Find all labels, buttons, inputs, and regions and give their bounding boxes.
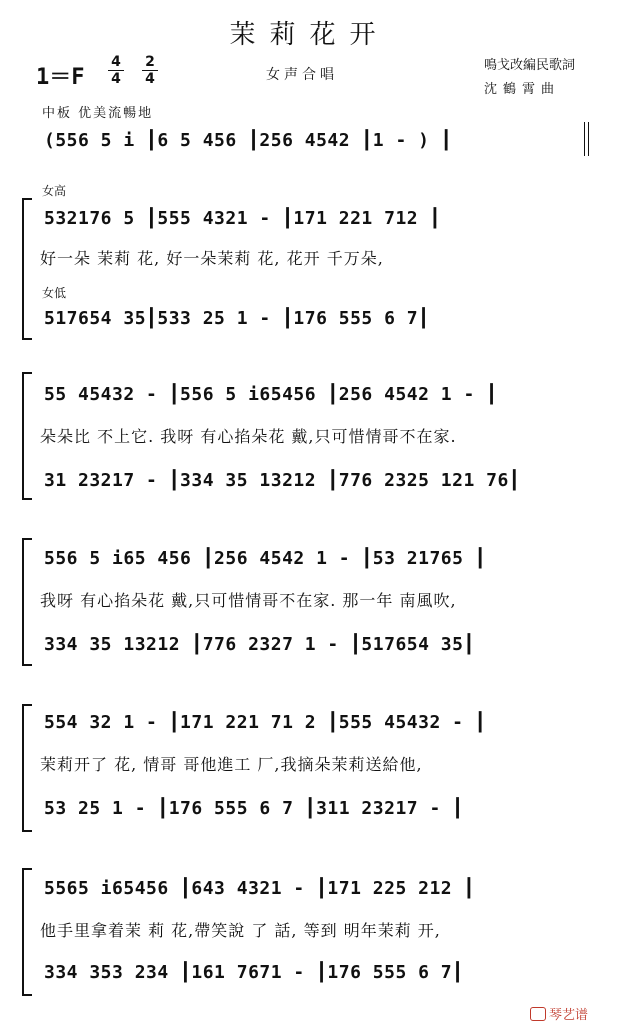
time-signature-2 xyxy=(140,54,160,87)
ts2-numerator: 2 xyxy=(145,54,155,70)
logo-icon xyxy=(530,1007,546,1021)
genre-label: 女声合唱 xyxy=(266,67,338,83)
key-signature: 1＝F xyxy=(36,65,85,90)
soprano-notes: 55 45432 - ┃556 5 i65456 ┃256 4542 1 - ┃ xyxy=(44,384,498,405)
lyricist-credit: 鳴戈改編民歌詞 xyxy=(484,58,576,73)
end-bar xyxy=(584,122,589,156)
ts1-numerator: 4 xyxy=(111,54,121,70)
lyric-line: 好一朵 茉莉 花, 好一朵茉莉 花, 花开 千万朵, xyxy=(40,249,384,268)
lyric-line: 朵朵比 不上它. 我呀 有心掐朵花 戴,只可惜情哥不在家. xyxy=(40,427,457,446)
page-title: 茉莉花开 xyxy=(229,20,390,50)
soprano-notes: 556 5 i65 456 ┃256 4542 1 - ┃53 21765 ┃ xyxy=(44,548,487,569)
ts1-denominator: 4 xyxy=(111,71,121,87)
lyric-line: 我呀 有心掐朵花 戴,只可惜情哥不在家. 那一年 南風吹, xyxy=(40,591,457,610)
system-bracket xyxy=(22,538,32,666)
time-signature-1 xyxy=(106,54,126,87)
alto-notes: 517654 35┃533 25 1 - ┃176 555 6 7┃ xyxy=(44,308,430,329)
soprano-notes: 554 32 1 - ┃171 221 71 2 ┃555 45432 - ┃ xyxy=(44,712,487,733)
soprano-notes: 532176 5 ┃555 4321 - ┃171 221 712 ┃ xyxy=(44,208,441,229)
system-bracket xyxy=(22,372,32,500)
watermark-text: 琴艺谱 xyxy=(549,1008,589,1023)
lyric-line: 他手里拿着茉 莉 花,帶笑說 了 話, 等到 明年茉莉 开, xyxy=(40,921,441,940)
system-bracket xyxy=(22,704,32,832)
system-bracket xyxy=(22,868,32,996)
system-bracket xyxy=(22,198,32,340)
composer-credit: 沈鶴霄曲 xyxy=(484,82,561,97)
alto-notes: 53 25 1 - ┃176 555 6 7 ┃311 23217 - ┃ xyxy=(44,798,464,819)
watermark xyxy=(530,1004,588,1023)
soprano-notes: 5565 i65456 ┃643 4321 - ┃171 225 212 ┃ xyxy=(44,878,475,899)
alto-notes: 334 35 13212 ┃776 2327 1 - ┃517654 35┃ xyxy=(44,634,475,655)
ts2-denominator: 4 xyxy=(145,71,155,87)
alto-notes: 31 23217 - ┃334 35 13212 ┃776 2325 121 76┃ xyxy=(44,470,521,491)
alto-notes: 334 353 234 ┃161 7671 - ┃176 555 6 7┃ xyxy=(44,962,464,983)
tempo-marking: 中板 优美流暢地 xyxy=(42,106,154,121)
part-label-alto: 女低 xyxy=(42,286,67,300)
part-label-soprano: 女高 xyxy=(42,184,67,198)
lyric-line: 茉莉开了 花, 情哥 哥他進工 厂,我摘朵茉莉送給他, xyxy=(40,755,423,774)
intro-notes: (556 5 i ┃6 5 456 ┃256 4542 ┃1 - ) ┃ xyxy=(44,130,453,151)
